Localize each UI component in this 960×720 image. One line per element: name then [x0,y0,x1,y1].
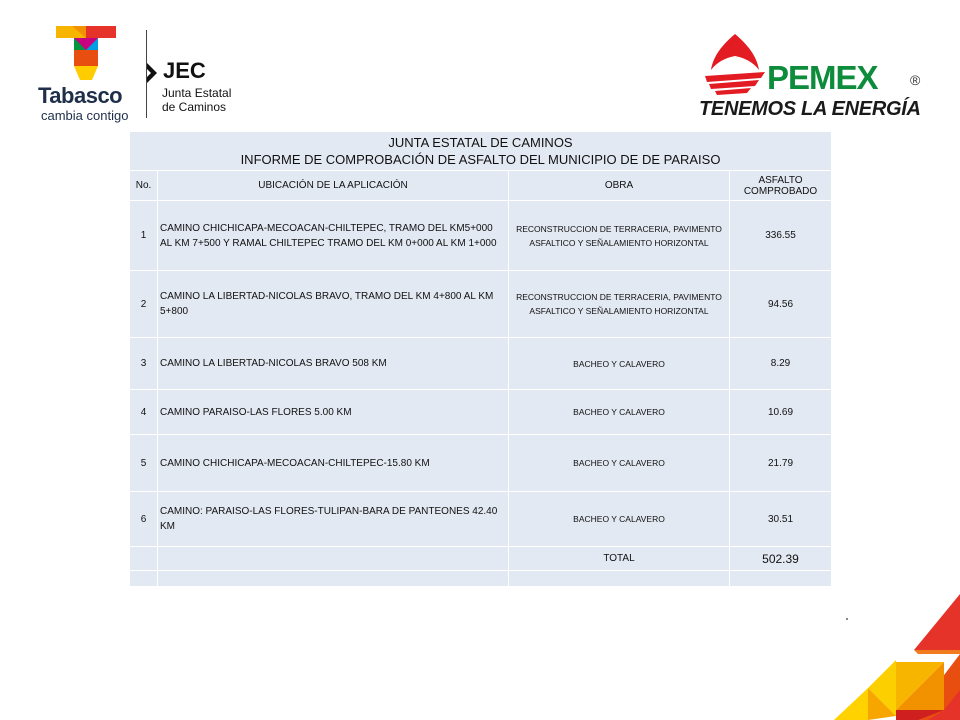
row-location: CAMINO PARAISO-LAS FLORES 5.00 KM [158,390,509,435]
row-work: BACHEO Y CALAVERO [509,435,730,492]
pemex-wordmark: PEMEX [767,59,878,96]
header-row [130,171,832,201]
table-row [130,390,832,435]
jec-line2: de Caminos [162,100,227,114]
jec-chevron-icon [145,63,159,83]
row-asphalt: 336.55 [730,201,832,271]
empty-row [130,571,832,587]
empty-cell [158,547,509,571]
empty-cell [130,547,158,571]
row-location: CAMINO CHICHICAPA-MECOACAN-CHILTEPEC-15.80 KM [158,435,509,492]
report-title-line2: INFORME DE COMPROBACIÓN DE ASFALTO DEL MUNICIPIO DE DE PARAISO [240,152,721,167]
total-label: TOTAL [509,547,730,571]
row-asphalt: 21.79 [730,435,832,492]
header-no: No. [130,171,158,201]
row-number: 4 [130,390,158,435]
row-location: CAMINO LA LIBERTAD-NICOLAS BRAVO 508 KM [158,338,509,390]
row-asphalt: 94.56 [730,271,832,338]
registered-mark: ® [910,72,921,88]
tabasco-name: Tabasco [38,83,123,108]
title-row [130,132,832,171]
jec-line1: Junta Estatal [162,86,232,100]
empty-cell [158,571,509,587]
empty-cell [509,571,730,587]
corner-triangles-decoration [828,590,960,720]
table-row [130,271,832,338]
row-number: 3 [130,338,158,390]
pemex-eagle-icon [701,32,769,96]
report-title-line1: JUNTA ESTATAL DE CAMINOS [388,135,573,150]
row-number: 6 [130,492,158,547]
table-row [130,492,832,547]
report-title [130,132,832,171]
asphalt-report-table [129,131,832,587]
row-asphalt: 30.51 [730,492,832,547]
header-location: UBICACIÓN DE LA APLICACIÓN [158,171,509,201]
header-asphalt: ASFALTO COMPROBADO [730,171,832,201]
tabasco-tagline: cambia contigo [41,108,129,123]
pemex-logo [696,32,936,124]
tabasco-t-icon [56,26,116,84]
tabasco-logo [30,26,150,126]
row-number: 2 [130,271,158,338]
row-location: CAMINO: PARAISO-LAS FLORES-TULIPAN-BARA DE PANTEONES 42.40 KM [158,492,509,547]
header-work: OBRA [509,171,730,201]
row-work: BACHEO Y CALAVERO [509,338,730,390]
row-number: 1 [130,201,158,271]
row-asphalt: 8.29 [730,338,832,390]
total-value: 502.39 [730,547,832,571]
table-row [130,435,832,492]
row-work: BACHEO Y CALAVERO [509,492,730,547]
row-work: RECONSTRUCCION DE TERRACERIA, PAVIMENTO ASFALTICO Y SEÑALAMIENTO HORIZONTAL [509,271,730,338]
table-row [130,338,832,390]
jec-acronym: JEC [163,58,206,83]
empty-cell [730,571,832,587]
row-number: 5 [130,435,158,492]
jec-full-name [162,86,231,114]
row-location: CAMINO LA LIBERTAD-NICOLAS BRAVO, TRAMO DEL KM 4+800 AL KM 5+800 [158,271,509,338]
row-work: BACHEO Y CALAVERO [509,390,730,435]
empty-cell [130,571,158,587]
pemex-slogan: TENEMOS LA ENERGÍA [699,98,921,120]
row-asphalt: 10.69 [730,390,832,435]
row-location: CAMINO CHICHICAPA-MECOACAN-CHILTEPEC, TRAMO DEL KM5+000 AL KM 7+500 Y RAMAL CHILTEPEC TRAMO DEL KM 0+000 AL KM 1+000 [158,201,509,271]
table-row [130,201,832,271]
total-row [130,547,832,571]
row-work: RECONSTRUCCION DE TERRACERIA, PAVIMENTO ASFALTICO Y SEÑALAMIENTO HORIZONTAL [509,201,730,271]
